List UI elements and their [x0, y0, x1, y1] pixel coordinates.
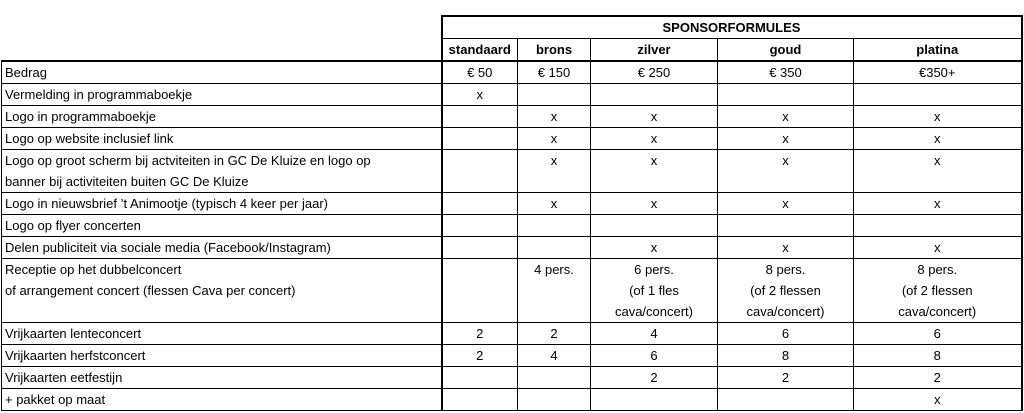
- cell-zilver: [591, 215, 718, 237]
- cell-value: 6: [933, 326, 941, 341]
- cell-standaard: [442, 215, 518, 237]
- empty-corner: [2, 16, 442, 39]
- row-label: [2, 61, 442, 84]
- cell-value: x: [782, 240, 789, 255]
- cell-platina: [854, 106, 1022, 128]
- cell-value: €350+: [918, 65, 956, 80]
- cell-standaard: [442, 367, 518, 389]
- cell-zilver: [591, 389, 718, 411]
- cell-zilver: [591, 106, 718, 128]
- cell-brons: [518, 389, 591, 411]
- cell-platina: [854, 128, 1022, 150]
- cell-value: 8 pers.: [765, 262, 806, 277]
- cell-zilver: [591, 345, 718, 367]
- cell-value: x: [650, 153, 658, 168]
- cell-value: x: [934, 196, 941, 211]
- cell-zilver: [591, 150, 718, 193]
- cell-value: cava/concert): [614, 304, 694, 319]
- cell-platina: [854, 367, 1022, 389]
- cell-value: x: [782, 109, 789, 124]
- row-label-line: Logo in programmaboekje: [5, 109, 157, 124]
- cell-standaard: [442, 237, 518, 259]
- cell-platina: [854, 84, 1022, 106]
- cell-zilver: [591, 84, 718, 106]
- cell-zilver: [591, 61, 718, 84]
- cell-standaard: [442, 84, 518, 106]
- table-row: [2, 323, 1022, 345]
- cell-standaard: [442, 128, 518, 150]
- cell-value: x: [782, 153, 789, 168]
- row-label-line: Vrijkaarten lenteconcert: [5, 326, 142, 341]
- cell-value: x: [934, 392, 941, 407]
- cell-goud: [718, 389, 854, 411]
- cell-platina: [854, 323, 1022, 345]
- cell-value: € 150: [537, 65, 571, 80]
- table-row: [2, 106, 1022, 128]
- cell-platina: [854, 215, 1022, 237]
- cell-goud: [718, 215, 854, 237]
- cell-platina: [854, 237, 1022, 259]
- cell-standaard: [442, 150, 518, 193]
- column-header-row: [2, 39, 1022, 62]
- empty-header-cell: [2, 39, 442, 62]
- column-header-brons: brons: [518, 39, 591, 62]
- row-label: [2, 367, 442, 389]
- row-label-line: Logo op website inclusief link: [5, 131, 174, 146]
- cell-brons: [518, 259, 591, 323]
- cell-value: x: [550, 131, 558, 146]
- cell-value: 2: [781, 370, 790, 385]
- cell-value: 6: [781, 326, 790, 341]
- row-label: [2, 259, 442, 323]
- cell-platina: [854, 259, 1022, 323]
- cell-value: x: [782, 196, 789, 211]
- cell-value: x: [650, 131, 658, 146]
- row-label: [2, 345, 442, 367]
- cell-brons: [518, 323, 591, 345]
- cell-standaard: [442, 259, 518, 323]
- row-label-line: Bedrag: [5, 65, 47, 80]
- cell-value: cava/concert): [898, 304, 977, 319]
- sponsor-table: [1, 15, 1023, 411]
- cell-goud: [718, 106, 854, 128]
- cell-standaard: [442, 106, 518, 128]
- cell-value: € 50: [467, 65, 493, 80]
- cell-goud: [718, 193, 854, 215]
- cell-standaard: [442, 193, 518, 215]
- cell-value: 2: [933, 370, 941, 385]
- cell-goud: [718, 61, 854, 84]
- cell-value: x: [934, 240, 941, 255]
- cell-value: x: [934, 131, 941, 146]
- cell-value: cava/concert): [746, 304, 825, 319]
- cell-zilver: [591, 128, 718, 150]
- row-label-line: Vrijkaarten eetfestijn: [5, 370, 123, 385]
- cell-platina: [854, 389, 1022, 411]
- table-row: [2, 389, 1022, 411]
- group-header-row: [2, 16, 1022, 39]
- cell-zilver: [591, 193, 718, 215]
- cell-goud: [718, 150, 854, 193]
- cell-value: (of 1 fles: [629, 283, 679, 298]
- row-label: [2, 237, 442, 259]
- cell-value: € 250: [637, 65, 671, 80]
- cell-value: (of 2 flessen: [901, 283, 973, 298]
- cell-brons: [518, 61, 591, 84]
- cell-platina: [854, 61, 1022, 84]
- row-label-line: Vrijkaarten herfstconcert: [5, 348, 146, 363]
- cell-value: 6 pers.: [634, 262, 674, 277]
- cell-value: € 350: [769, 65, 802, 80]
- cell-zilver: [591, 323, 718, 345]
- cell-goud: [718, 128, 854, 150]
- cell-value: x: [650, 109, 658, 124]
- row-label-line: Vermelding in programmaboekje: [5, 87, 193, 102]
- cell-goud: [718, 259, 854, 323]
- row-label: [2, 323, 442, 345]
- cell-zilver: [591, 237, 718, 259]
- table-row: [2, 259, 1022, 323]
- table-row: [2, 61, 1022, 84]
- cell-standaard: [442, 389, 518, 411]
- cell-value: x: [650, 196, 658, 211]
- cell-brons: [518, 128, 591, 150]
- cell-brons: [518, 367, 591, 389]
- cell-value: 2: [550, 326, 558, 341]
- cell-value: 2: [650, 370, 658, 385]
- cell-goud: [718, 367, 854, 389]
- cell-value: x: [650, 240, 658, 255]
- cell-value: 2: [476, 326, 484, 341]
- table-row: [2, 345, 1022, 367]
- cell-zilver: [591, 367, 718, 389]
- row-label-line: Logo in nieuwsbrief ’t Animootje (typisch 4 keer per jaar): [5, 196, 328, 211]
- row-label-line: Delen publiciteit via sociale media (Facebook/Instagram): [5, 240, 331, 255]
- cell-brons: [518, 237, 591, 259]
- row-label-line: banner bij activiteiten buiten GC De Kluize: [5, 174, 249, 189]
- cell-goud: [718, 84, 854, 106]
- cell-brons: [518, 150, 591, 193]
- cell-value: 2: [476, 348, 484, 363]
- column-header-platina: platina: [854, 39, 1022, 62]
- cell-value: x: [550, 153, 558, 168]
- cell-value: x: [934, 109, 941, 124]
- cell-value: (of 2 flessen: [750, 283, 821, 298]
- cell-value: 6: [650, 348, 658, 363]
- table-row: [2, 128, 1022, 150]
- cell-goud: [718, 237, 854, 259]
- table-row: [2, 237, 1022, 259]
- column-header-standaard: standaard: [442, 39, 518, 62]
- cell-value: x: [476, 87, 483, 102]
- sponsorformules-title: SPONSORFORMULES: [442, 16, 1022, 39]
- row-label-line: Logo op flyer concerten: [5, 218, 141, 233]
- row-label-line: Receptie op het dubbelconcert: [5, 262, 182, 277]
- cell-value: 8 pers.: [917, 262, 958, 277]
- cell-brons: [518, 193, 591, 215]
- cell-value: x: [550, 109, 558, 124]
- cell-value: 8: [933, 348, 941, 363]
- cell-platina: [854, 345, 1022, 367]
- cell-standaard: [442, 323, 518, 345]
- table-row: [2, 150, 1022, 193]
- table-row: [2, 84, 1022, 106]
- row-label: [2, 193, 442, 215]
- cell-brons: [518, 215, 591, 237]
- row-label-line: + pakket op maat: [5, 392, 106, 407]
- cell-standaard: [442, 345, 518, 367]
- table-row: [2, 367, 1022, 389]
- cell-standaard: [442, 61, 518, 84]
- cell-platina: [854, 150, 1022, 193]
- row-label: [2, 389, 442, 411]
- cell-brons: [518, 106, 591, 128]
- row-label: [2, 84, 442, 106]
- cell-value: 4: [650, 326, 658, 341]
- cell-brons: [518, 84, 591, 106]
- cell-value: x: [550, 196, 558, 211]
- cell-platina: [854, 193, 1022, 215]
- row-label: [2, 128, 442, 150]
- column-header-zilver: zilver: [591, 39, 718, 62]
- row-label-line: of arrangement concert (flessen Cava per concert): [5, 283, 296, 298]
- cell-goud: [718, 323, 854, 345]
- row-label-line: Logo op groot scherm bij actviteiten in GC De Kluize en logo op: [5, 153, 371, 168]
- cell-value: 4 pers.: [534, 262, 574, 277]
- row-label: [2, 215, 442, 237]
- table-row: [2, 193, 1022, 215]
- cell-value: x: [782, 131, 789, 146]
- cell-value: x: [934, 153, 941, 168]
- row-label: [2, 150, 442, 193]
- cell-goud: [718, 345, 854, 367]
- table-row: [2, 215, 1022, 237]
- column-header-goud: goud: [718, 39, 854, 62]
- cell-value: 8: [781, 348, 790, 363]
- row-label: [2, 106, 442, 128]
- cell-value: 4: [550, 348, 558, 363]
- cell-brons: [518, 345, 591, 367]
- cell-zilver: [591, 259, 718, 323]
